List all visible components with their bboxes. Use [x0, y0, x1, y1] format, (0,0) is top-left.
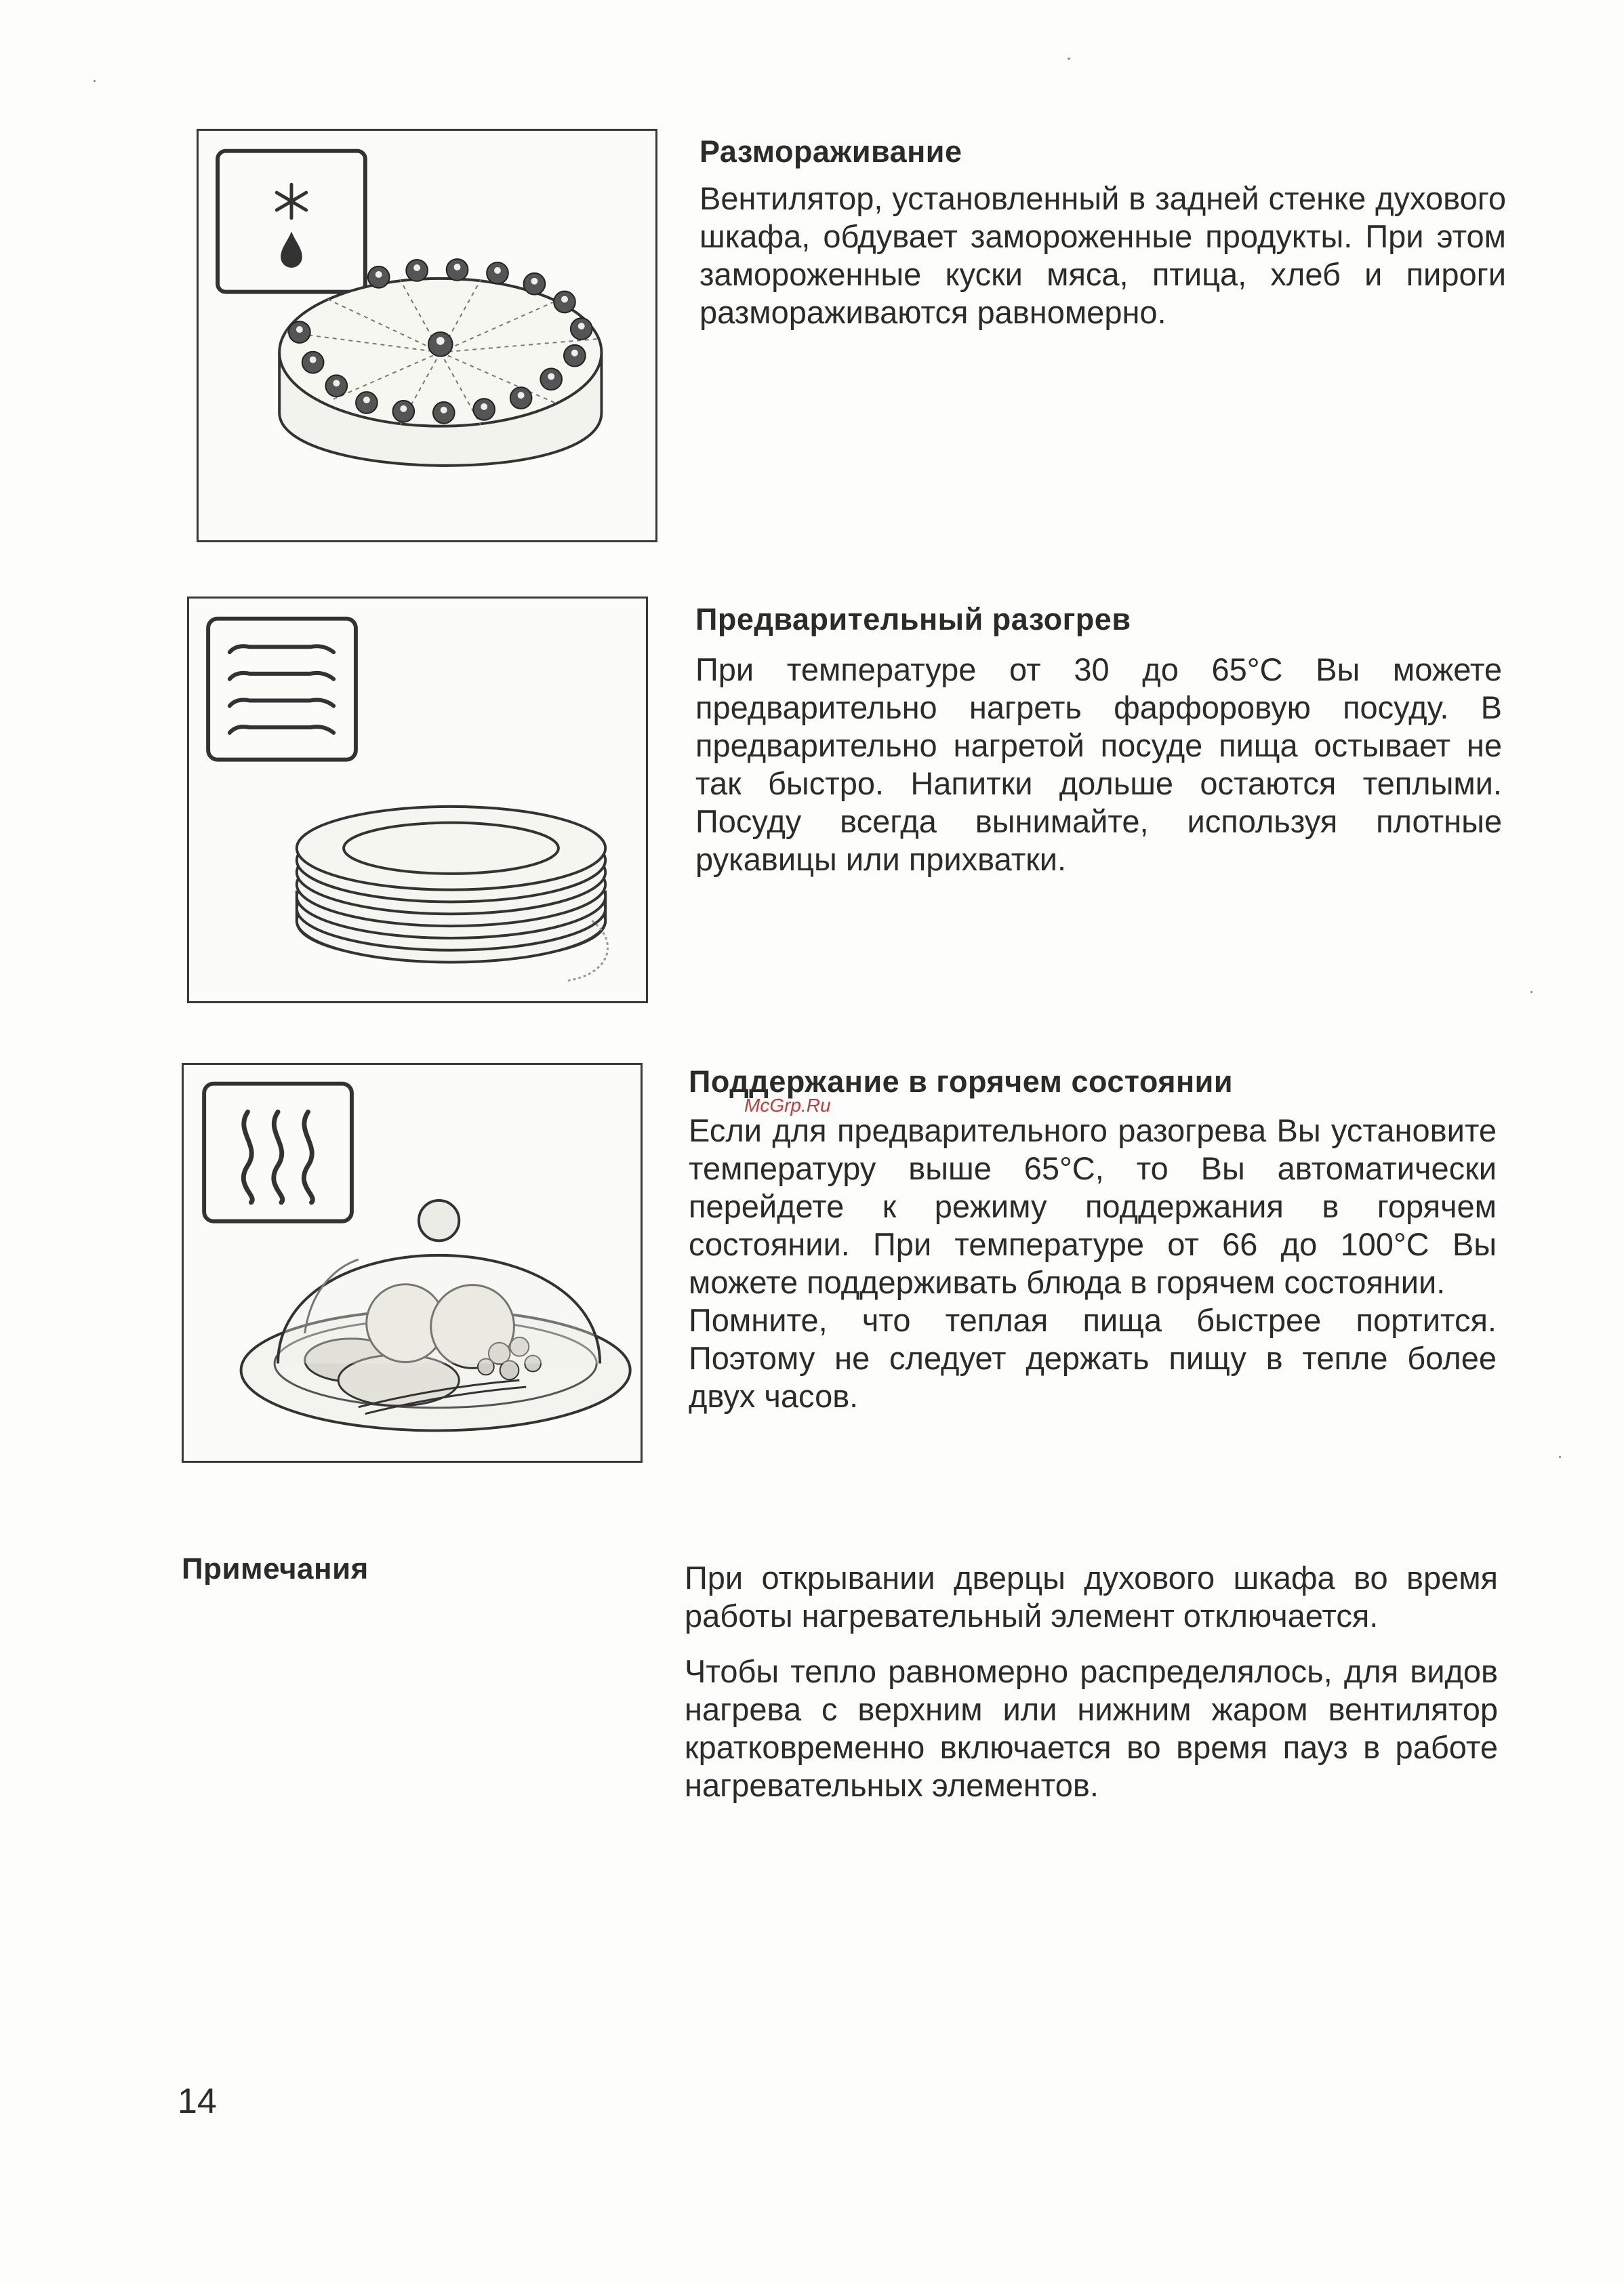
cake-illustration [199, 131, 655, 540]
steam-waves-icon [204, 1084, 352, 1221]
watermark: McGrp.Ru [744, 1095, 831, 1116]
notes-paragraph-2: Чтобы тепло равномерно распределялось, для видов нагрева с верхним или нижним жаром вентилятор кратковременно включается во время пауз в работе нагревательных элементов. [685, 1653, 1498, 1803]
section-body-preheat: При температуре от 30 до 65°C Вы можете предварительно нагреть фарфоровую посуду. В предварительно нагретой посуде пища остывает не так быстро. Напитки дольше остаются теплыми. Посуду всегда вынимайте, используя плотные рукавицы или прихватки. [695, 651, 1502, 877]
scan-speck [1530, 991, 1532, 993]
section-heading-defrost: Размораживание [699, 134, 962, 169]
scan-speck [1559, 1456, 1561, 1458]
section-heading-keep-warm: Поддержание в горячем состоянии [689, 1064, 1233, 1099]
plates-stack-illustration [189, 599, 646, 1001]
section-heading-preheat: Предварительный разогрев [695, 602, 1131, 637]
section-body-keep-warm: Если для предварительного разогрева Вы установите температуру выше 65°C, то Вы автоматически перейдете к режиму поддержания в горячем состоянии. При температуре от 66 до 100°C Вы можете поддерживать блюда в горячем состоянии. Помните, что теплая пища быстрее портится. Поэтому не следует держать пищу в тепле более двух часов. [689, 1112, 1497, 1414]
defrost-illustration [197, 129, 657, 542]
heating-lines-icon [208, 619, 356, 760]
preheat-illustration [187, 597, 648, 1003]
page-number: 14 [178, 2082, 217, 2121]
section-body-defrost: Вентилятор, установленный в задней стенке духового шкафа, обдувает замороженные продукты. При этом замороженные куски мяса, птица, хлеб и пироги размораживаются равномерно. [699, 180, 1506, 330]
notes-label: Примечания [182, 1552, 369, 1585]
keep-warm-illustration [182, 1063, 643, 1463]
covered-dish-illustration [184, 1065, 641, 1461]
scan-speck [1068, 58, 1070, 60]
scan-speck [94, 80, 96, 82]
notes-paragraph-1: При открывании дверцы духового шкафа во время работы нагревательный элемент отключается. [685, 1560, 1498, 1634]
notes-body [685, 1559, 1498, 1804]
snowflake-drop-icon [218, 151, 365, 292]
